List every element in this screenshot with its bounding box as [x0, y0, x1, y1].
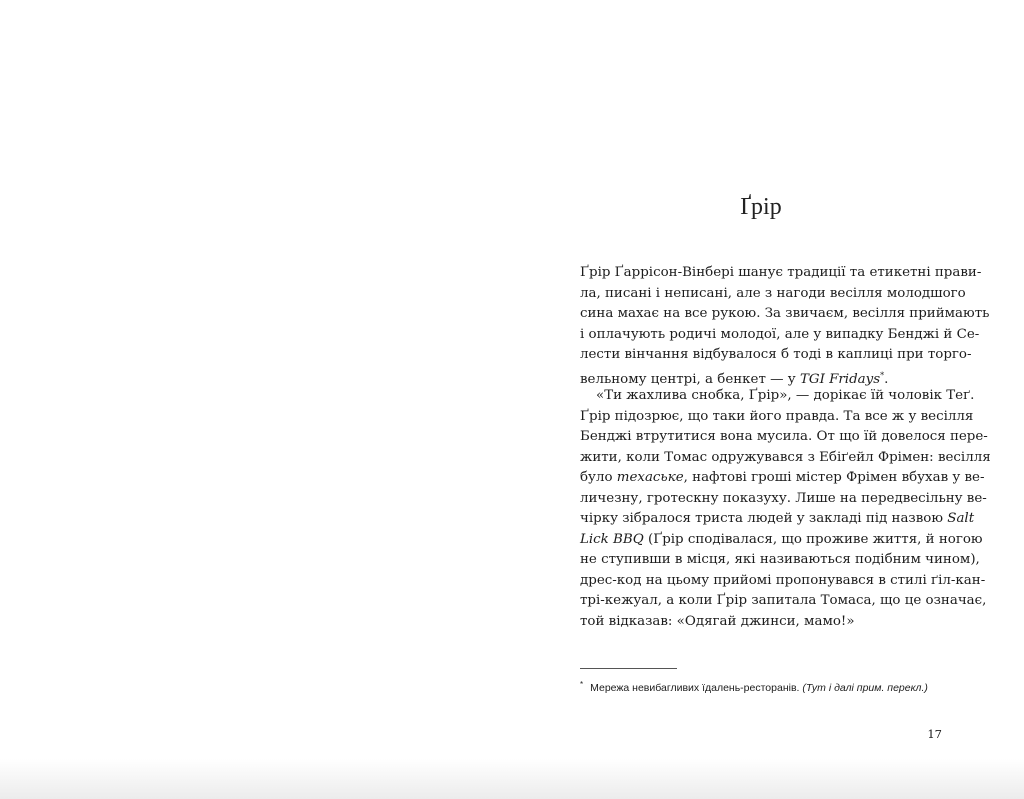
- italic-text: техаське: [616, 470, 684, 485]
- text-line: жити, коли Томас одружувався з Ебіґейл Фрімен: весілля: [580, 449, 991, 465]
- text-fragment: (Ґрір сподівалася, що проживе життя, й ногою: [643, 531, 983, 547]
- text-line: [580, 366, 942, 387]
- text-line: ла, писані і неписані, але з нагоди весілля молодшого: [580, 285, 966, 301]
- text-line: личезну, гротескну показуху. Лише на передвесільну ве-: [580, 490, 987, 506]
- text-line: [580, 468, 985, 489]
- text-line: лести вінчання відбувалося б тоді в каплиці при торго-: [580, 347, 972, 362]
- footnote-reference: *: [880, 370, 885, 380]
- footnote-text: Мережа невибагливих їдалень-ресторанів.: [590, 682, 803, 694]
- footnote-translator-note: (Тут і далі прим. перекл.): [802, 682, 928, 694]
- chapter-title: Ґрір: [740, 194, 782, 220]
- chapter-body: [580, 263, 991, 632]
- text-fragment: чірку зібралося триста людей у закладі під назвою: [580, 511, 948, 526]
- text-line: «Ти жахлива снобка, Ґрір», — дорікає їй чоловік Теґ.: [596, 388, 975, 403]
- footnote: [580, 678, 960, 695]
- italic-text: Lick BBQ: [580, 531, 644, 547]
- text-line: трі-кежуал, а коли Ґрір запитала Томаса, що це означає,: [580, 593, 987, 608]
- footnote-marker: *: [580, 680, 584, 689]
- text-line: Бенджі втрутитися вона мусила. От що їй довелося пере-: [580, 429, 988, 444]
- footnote-divider: [580, 668, 677, 669]
- text-fragment: вельному центрі, а бенкет — у: [580, 371, 800, 387]
- italic-text: TGI Fridays: [799, 371, 881, 387]
- text-line: не ступивши в місця, які називаються подібним чином),: [580, 552, 980, 567]
- text-line: той відказав: «Одягай джинси, мамо!»: [580, 613, 855, 629]
- page-bottom-shadow: [0, 759, 1024, 799]
- text-line: сина махає на все рукою. За звичаєм, весілля приймають: [580, 306, 990, 321]
- text-fragment: .: [884, 371, 889, 387]
- text-line: [580, 509, 975, 530]
- text-line: [580, 530, 983, 551]
- text-fragment: було: [580, 470, 617, 485]
- text-line: і оплачують родичі молодої, але у випадку Бенджі й Се-: [580, 326, 980, 342]
- text-line: Ґрір Ґаррісон-Вінбері шанує традиції та етикетні прави-: [580, 265, 982, 280]
- italic-text: Salt: [947, 511, 975, 526]
- text-line: Ґрір підозрює, що таки його правда. Та все ж у весілля: [580, 408, 974, 424]
- text-fragment: , нафтові гроші містер Фрімен вбухав у ве-: [683, 470, 985, 485]
- text-line: дрес-код на цьому прийомі пропонувався в стилі ґіл-кан-: [580, 572, 986, 588]
- page-number: 17: [927, 727, 942, 741]
